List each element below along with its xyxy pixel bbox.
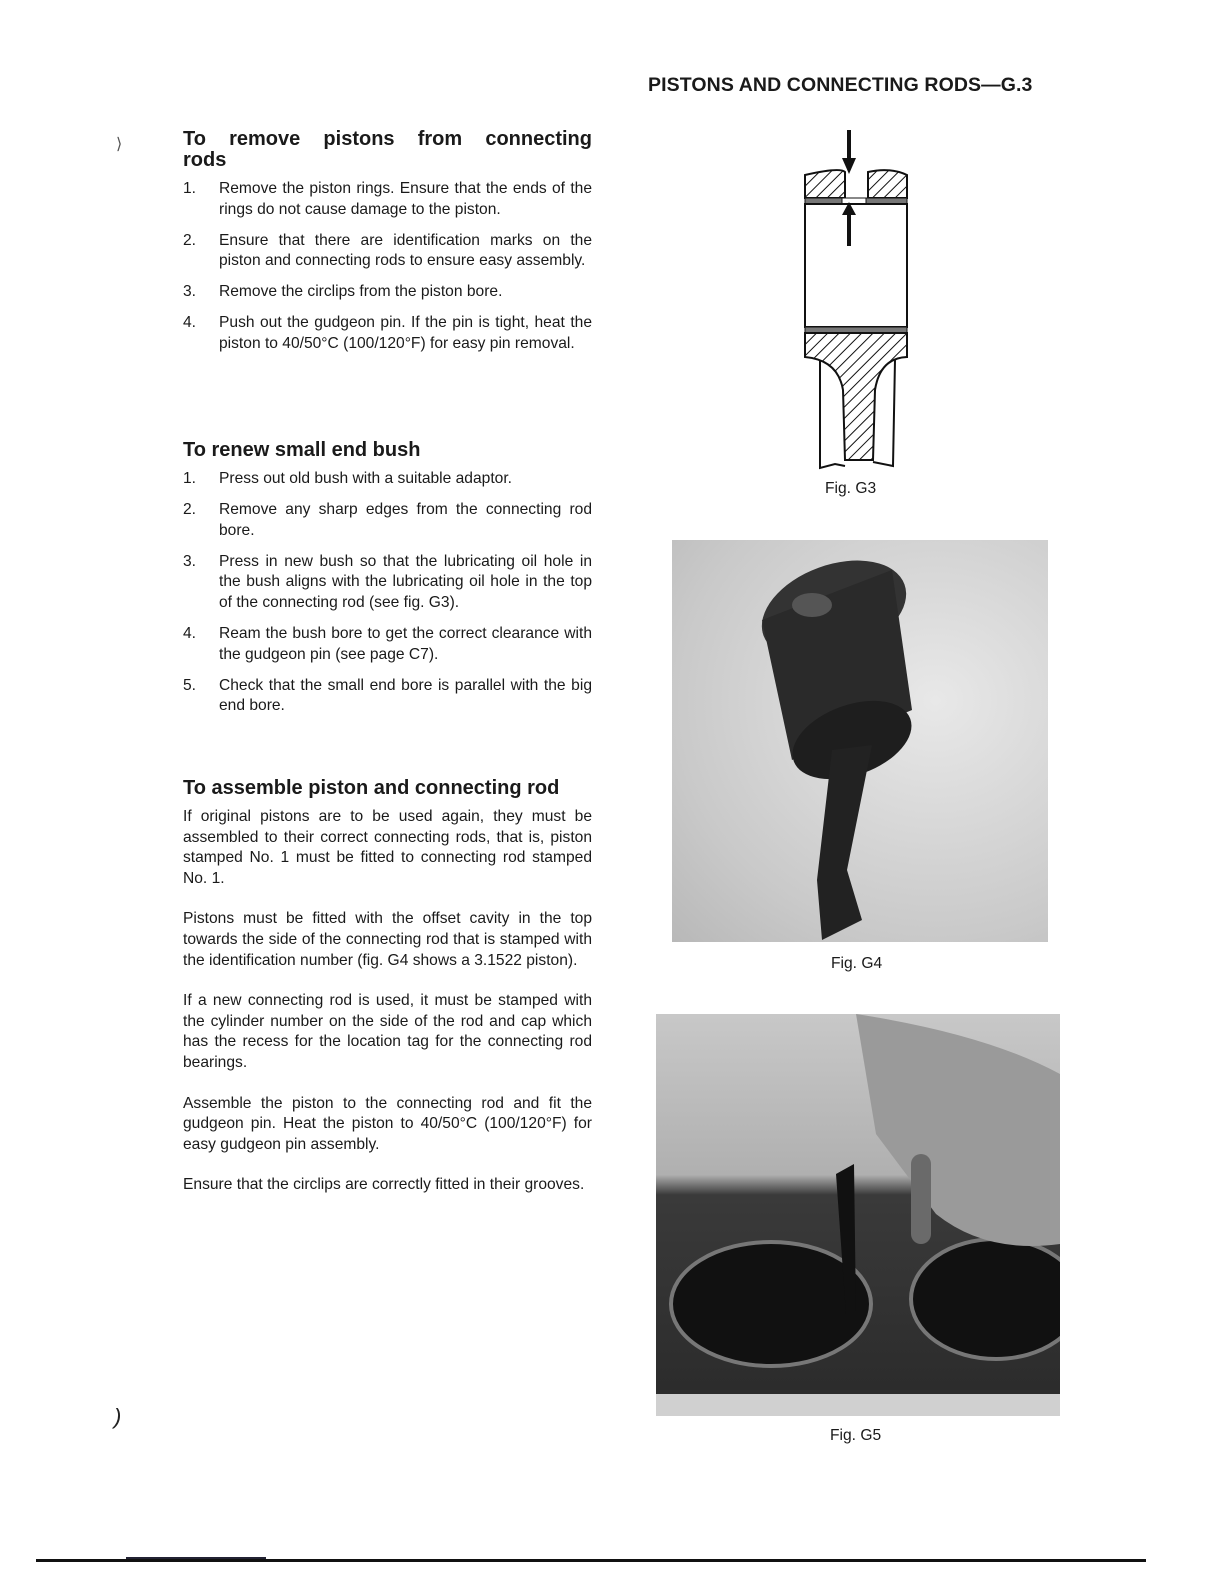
page-header: PISTONS AND CONNECTING RODS—G.3 bbox=[648, 74, 1033, 96]
step-number: 4. bbox=[183, 625, 197, 643]
paragraph: If original pistons are to be used again, they must be assembled to their correct connecting rods, that is, piston stamped No. 1 must be fitted to connecting rod stamped No. 1. bbox=[183, 808, 592, 887]
steps-list bbox=[183, 179, 592, 355]
scan-mark: ) bbox=[114, 1404, 122, 1429]
step-text: Ensure that there are identification marks on the piston and connecting rods to ensure easy assembly. bbox=[219, 231, 592, 270]
list-item bbox=[183, 676, 592, 717]
step-number: 2. bbox=[183, 231, 197, 249]
fitting-piston-photo bbox=[656, 1014, 1060, 1416]
piston-rod-illustration bbox=[672, 540, 1048, 942]
step-text: Press out old bush with a suitable adaptor. bbox=[219, 470, 512, 487]
step-number: 3. bbox=[183, 283, 197, 301]
step-number: 2. bbox=[183, 501, 197, 519]
paragraph: Ensure that the circlips are correctly fitted in their grooves. bbox=[183, 1176, 585, 1194]
scan-mark: ⟩ bbox=[116, 136, 123, 153]
paragraph: Pistons must be fitted with the offset cavity in the top towards the side of the connecting rod that is stamped with the identification number (fig. G4 shows a 3.1522 piston). bbox=[183, 910, 592, 969]
step-text: Remove the piston rings. Ensure that the ends of the rings do not cause damage to the piston. bbox=[219, 180, 592, 218]
section-heading: To assemble piston and connecting rod bbox=[183, 777, 560, 799]
step-number: 4. bbox=[183, 314, 197, 332]
step-number: 3. bbox=[183, 552, 197, 570]
piston-cross-section-diagram bbox=[780, 120, 930, 480]
figure-caption: Fig. G5 bbox=[830, 1427, 882, 1444]
bottom-rule bbox=[36, 1559, 1146, 1562]
step-text: Remove the circlips from the piston bore. bbox=[219, 283, 503, 301]
list-item bbox=[183, 179, 592, 220]
paragraph: If a new connecting rod is used, it must be stamped with the cylinder number on the side of the rod and cap which has the recess for the location tag for the connecting rod bearings. bbox=[183, 992, 592, 1071]
step-text: Press in new bush so that the lubricating oil hole in the bush aligns with the lubricating oil hole in the top of the connecting rod (see fig. G3). bbox=[219, 552, 592, 611]
list-item bbox=[183, 282, 592, 303]
section-heading: To renew small end bush bbox=[183, 439, 421, 461]
step-text: Ream the bush bore to get the correct clearance with the gudgeon pin (see page C7). bbox=[219, 625, 592, 663]
step-text: Push out the gudgeon pin. If the pin is tight, heat the piston to 40/50°C (100/120°F) for easy pin removal. bbox=[219, 314, 592, 353]
section-heading: To remove pistons from connecting rods bbox=[183, 128, 592, 171]
list-item bbox=[183, 500, 592, 541]
list-item bbox=[183, 624, 592, 665]
cylinder-block-illustration bbox=[656, 1014, 1060, 1416]
section-assemble bbox=[183, 778, 592, 1216]
section-renew-bush bbox=[183, 440, 592, 727]
step-number: 1. bbox=[183, 180, 197, 197]
list-item bbox=[183, 469, 592, 490]
step-number: 5. bbox=[183, 676, 197, 694]
step-number: 1. bbox=[183, 470, 197, 487]
step-text: Check that the small end bore is parallel with the big end bore. bbox=[219, 676, 592, 715]
paragraph: Assemble the piston to the connecting rod and fit the gudgeon pin. Heat the piston to 40/50°C (100/120°F) for easy gudgeon pin assembly. bbox=[183, 1094, 592, 1153]
figure-caption: Fig. G4 bbox=[831, 955, 883, 972]
figure-caption: Fig. G3 bbox=[825, 480, 877, 497]
steps-list bbox=[183, 469, 592, 717]
list-item bbox=[183, 552, 592, 614]
step-text: Remove any sharp edges from the connecting rod bore. bbox=[219, 501, 592, 539]
list-item bbox=[183, 231, 592, 272]
list-item bbox=[183, 313, 592, 354]
piston-rod-photo bbox=[672, 540, 1048, 942]
section-remove-pistons bbox=[183, 129, 592, 365]
